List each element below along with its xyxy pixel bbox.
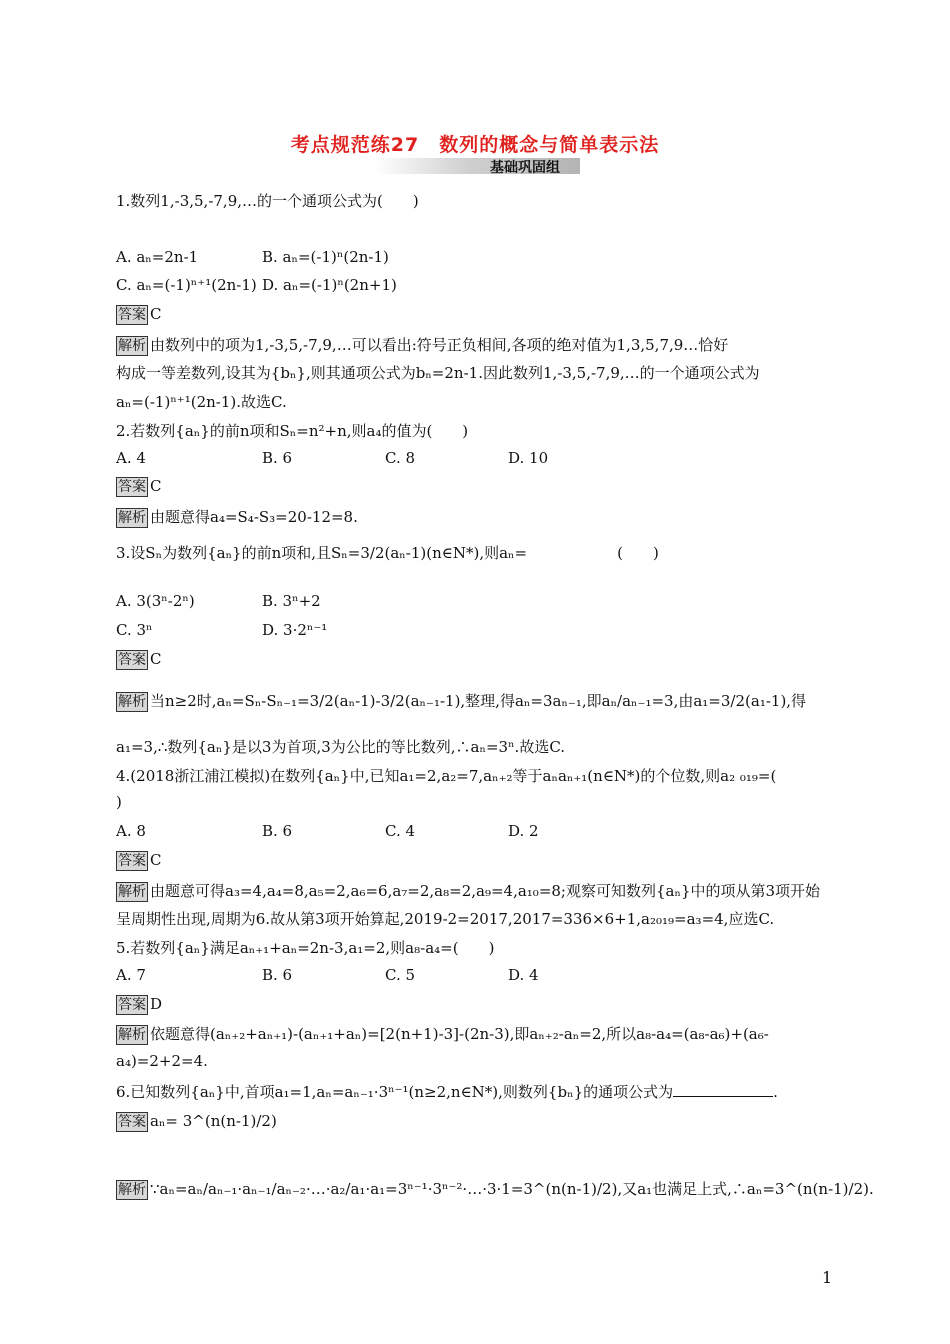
- analysis-tag: 解析: [118, 884, 146, 900]
- line-text: D. 4: [508, 966, 539, 984]
- line-text: C: [150, 650, 162, 668]
- answer-tag: 答案: [118, 853, 146, 869]
- line-text: C. aₙ=(-1)ⁿ⁺¹(2n-1): [116, 276, 257, 294]
- text-line: [262, 248, 389, 266]
- line-text: B. 6: [262, 822, 293, 840]
- analysis-tag: 解析: [118, 1027, 146, 1043]
- text-line: [116, 362, 760, 383]
- line-text: A. 3(3ⁿ-2ⁿ): [116, 592, 195, 610]
- line-text: 1.数列1,-3,5,-7,9,…的一个通项公式为( ): [116, 192, 419, 210]
- answer-tag: 答案: [118, 1114, 146, 1130]
- text-line: [116, 592, 195, 610]
- line-text: D: [150, 995, 163, 1013]
- line-text: D. 3·2ⁿ⁻¹: [262, 621, 328, 639]
- answer-tag: 答案: [118, 479, 146, 495]
- line-text: ∵aₙ=aₙ/aₙ₋₁·aₙ₋₁/aₙ₋₂·…·a₂/a₁·a₁=3ⁿ⁻¹·3ⁿ⁻²·…·3·1=3^(n(n-1)/2),又a₁也满足上式,∴aₙ=3^(n(n-1)/2).: [150, 1180, 874, 1198]
- text-line: [385, 822, 415, 840]
- text-line: [116, 248, 198, 266]
- analysis-tag: 解析: [118, 1182, 146, 1198]
- text-line: [385, 449, 415, 467]
- line-text: 由数列中的项为1,-3,5,-7,9,…可以看出:符号正负相间,各项的绝对值为1,3,5,7,9…恰好: [150, 336, 729, 354]
- text-line: [116, 621, 153, 639]
- text-line: [116, 449, 146, 467]
- text-line: [116, 190, 419, 211]
- line-text: 6.已知数列{aₙ}中,首项a₁=1,aₙ=aₙ₋₁·3ⁿ⁻¹(n≥2,n∈N*),则数列{bₙ}的通项公式为: [116, 1083, 674, 1101]
- line-text: C. 8: [385, 449, 416, 467]
- text-line: [116, 276, 257, 294]
- text-line: [116, 1023, 769, 1045]
- text-line: [116, 542, 659, 563]
- line-text: A. 4: [116, 449, 146, 467]
- line-text: 3.设Sₙ为数列{aₙ}的前n项和,且Sₙ=3/2(aₙ-1)(n∈N*),则aₙ= ( ): [116, 544, 659, 562]
- text-line: [116, 1052, 208, 1070]
- line-text: B. 6: [262, 449, 293, 467]
- page-title: 考点规范练27 数列的概念与简单表示法: [290, 134, 660, 156]
- line-text: C: [150, 851, 162, 869]
- line-text: D. aₙ=(-1)ⁿ(2n+1): [262, 276, 397, 294]
- answer-tag: 答案: [118, 307, 146, 323]
- line-text: a₄)=2+2=4.: [116, 1052, 208, 1070]
- text-line: [262, 621, 327, 639]
- text-line: [116, 1178, 874, 1200]
- line-text: 由题意可得a₃=4,a₄=8,a₅=2,a₆=6,a₇=2,a₈=2,a₉=4,a₁₀=8;观察可知数列{aₙ}中的项从第3项开始: [150, 882, 821, 900]
- line-text: D. 10: [508, 449, 549, 467]
- line-text: C. 4: [385, 822, 416, 840]
- text-line: [116, 822, 146, 840]
- line-text: A. 8: [116, 822, 146, 840]
- text-line: [116, 908, 774, 929]
- line-text: 2.若数列{aₙ}的前n项和Sₙ=n²+n,则a₄的值为( ): [116, 422, 469, 440]
- analysis-tag: 解析: [118, 694, 146, 710]
- text-line: 6.已知数列{aₙ}中,首项a₁=1,aₙ=aₙ₋₁·3ⁿ⁻¹(n≥2,n∈N*),则数列{bₙ}的通项公式为 .: [116, 1083, 778, 1101]
- text-line: [262, 822, 292, 840]
- text-line: [116, 966, 146, 984]
- text-line: [508, 449, 548, 467]
- line-text: ): [116, 793, 122, 811]
- line-text: aₙ= 3^(n(n-1)/2): [150, 1112, 277, 1130]
- analysis-tag: 解析: [118, 510, 146, 526]
- line-text: D. 2: [508, 822, 539, 840]
- text-line: [116, 477, 161, 497]
- line-text: 呈周期性出现,周期为6.故从第3项开始算起,2019-2=2017,2017=336×6+1,a₂₀₁₉=a₃=4,应选C.: [116, 910, 775, 928]
- text-line: [116, 420, 468, 441]
- text-line: [116, 506, 358, 528]
- text-line: [116, 305, 161, 325]
- line-text: a₁=3,∴数列{aₙ}是以3为首项,3为公比的等比数列,∴aₙ=3ⁿ.故选C.: [116, 738, 566, 756]
- text-line: [116, 1112, 277, 1132]
- line-text: A. aₙ=2n-1: [116, 248, 199, 266]
- text-line: [116, 851, 161, 871]
- answer-tag: 答案: [118, 997, 146, 1013]
- line-text: 4.(2018浙江浦江模拟)在数列{aₙ}中,已知a₁=2,a₂=7,aₙ₊₂等于aₙaₙ₊₁(n∈N*)的个位数,则a₂ ₀₁₉=(: [116, 767, 777, 785]
- line-text: 当n≥2时,aₙ=Sₙ-Sₙ₋₁=3/2(aₙ-1)-3/2(aₙ₋₁-1),整理,得aₙ=3aₙ₋₁,即aₙ/aₙ₋₁=3,由a₁=3/2(a₁-1),得: [150, 692, 807, 710]
- line-text: 5.若数列{aₙ}满足aₙ₊₁+aₙ=2n-3,a₁=2,则a₈-a₄=( ): [116, 939, 495, 957]
- text-line: [116, 995, 162, 1015]
- text-line: [262, 966, 292, 984]
- line-text: 构成一等差数列,设其为{bₙ},则其通项公式为bₙ=2n-1.因此数列1,-3,5,-7,9,…的一个通项公式为: [116, 364, 760, 382]
- line-text: C: [150, 477, 162, 495]
- line-text: B. aₙ=(-1)ⁿ(2n-1): [262, 248, 389, 266]
- page-number: 1: [822, 1268, 833, 1287]
- text-line: [116, 334, 728, 356]
- text-line: [116, 391, 287, 412]
- text-line: [116, 793, 122, 811]
- answer-tag: 答案: [118, 652, 146, 668]
- analysis-tag: 解析: [118, 338, 146, 354]
- text-line: [116, 937, 494, 958]
- text-line: [116, 650, 161, 670]
- text-line: [508, 822, 539, 840]
- line-text: C: [150, 305, 162, 323]
- line-text: aₙ=(-1)ⁿ⁺¹(2n-1).故选C.: [116, 393, 287, 411]
- text-line: [262, 449, 292, 467]
- line-text: 依题意得(aₙ₊₂+aₙ₊₁)-(aₙ₊₁+aₙ)=[2(n+1)-3]-(2n-3),即aₙ₊₂-aₙ=2,所以a₈-a₄=(a₈-a₆)+(a₆-: [150, 1025, 769, 1043]
- line-text: B. 3ⁿ+2: [262, 592, 321, 610]
- text-line: [116, 690, 806, 712]
- line-text: A. 7: [116, 966, 146, 984]
- text-line: [262, 276, 397, 294]
- text-line: [116, 880, 820, 902]
- text-line: [262, 592, 321, 610]
- line-text: C. 3ⁿ: [116, 621, 153, 639]
- line-text: 由题意得a₄=S₄-S₃=20-12=8.: [150, 508, 358, 526]
- answer-blank: [673, 1082, 773, 1097]
- line-text: C. 5: [385, 966, 416, 984]
- text-line: [385, 966, 415, 984]
- section-title: 基础巩固组: [490, 160, 560, 176]
- text-line: [508, 966, 539, 984]
- text-line: [116, 736, 565, 757]
- line-text: B. 6: [262, 966, 293, 984]
- text-line: [116, 765, 776, 786]
